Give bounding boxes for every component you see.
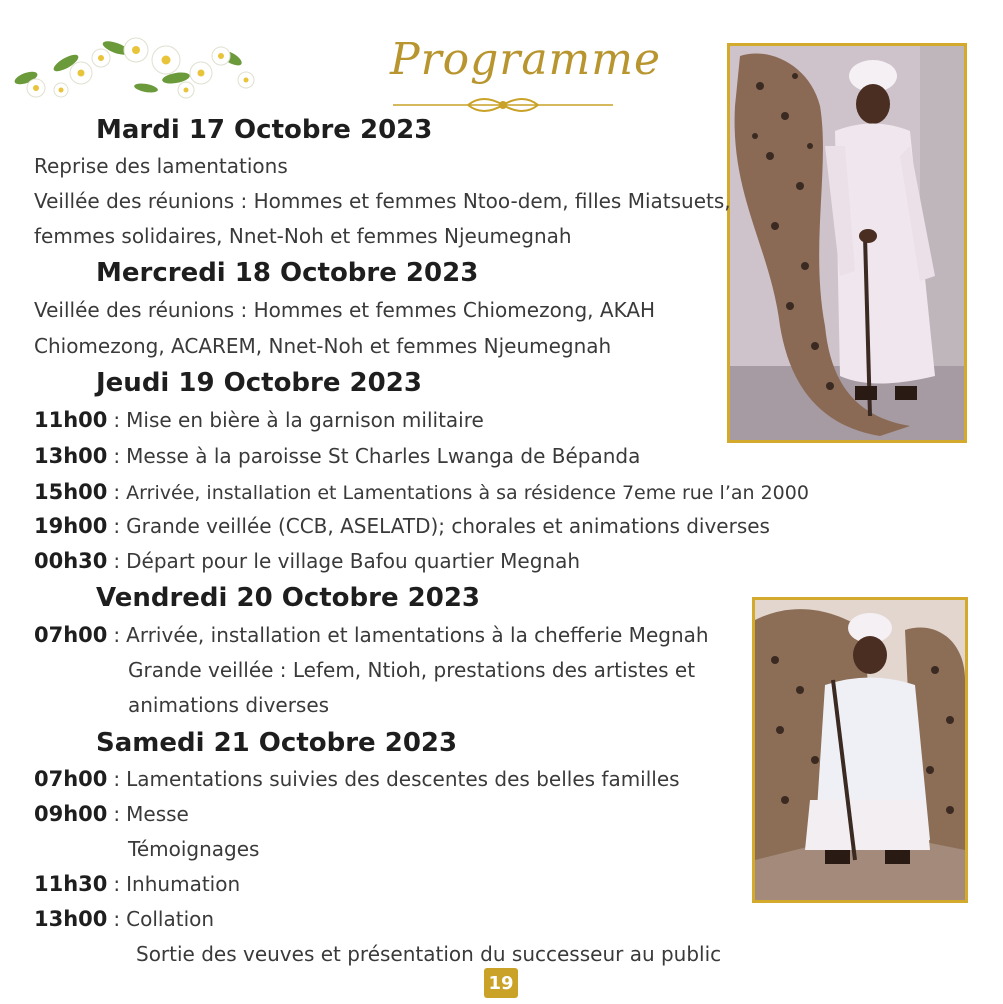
schedule-time: 11h30 xyxy=(34,872,108,896)
day-heading-mercredi: Mercredi 18 Octobre 2023 xyxy=(96,258,479,288)
schedule-time: 13h00 xyxy=(34,444,108,468)
schedule-text: Arrivée, installation et Lamentations à sa résidence 7eme rue l’an 2000 xyxy=(126,482,809,504)
schedule-time: 19h00 xyxy=(34,514,108,538)
schedule-text: Messe à la paroisse St Charles Lwanga de Bépanda xyxy=(126,444,641,468)
schedule-text: Lamentations suivies des descentes des belles familles xyxy=(126,767,680,791)
schedule-item xyxy=(34,514,770,538)
schedule-separator: : xyxy=(113,549,121,573)
program-line: femmes solidaires, Nnet-Noh et femmes Njeumegnah xyxy=(34,224,572,248)
schedule-time: 09h00 xyxy=(34,802,108,826)
schedule-text: Départ pour le village Bafou quartier Megnah xyxy=(126,549,581,573)
schedule-time: 07h00 xyxy=(34,767,108,791)
schedule-time: 15h00 xyxy=(34,480,108,504)
schedule-separator: : xyxy=(113,408,121,432)
schedule-time: 07h00 xyxy=(34,623,108,647)
page-title: Programme xyxy=(390,34,662,85)
program-line: Témoignages xyxy=(128,837,260,861)
title-block xyxy=(380,30,662,120)
schedule-item xyxy=(34,549,580,573)
day-heading-samedi: Samedi 21 Octobre 2023 xyxy=(96,728,458,758)
flower-decoration xyxy=(6,18,256,100)
program-line: Reprise des lamentations xyxy=(34,154,288,178)
page-number-badge: 19 xyxy=(484,968,518,998)
schedule-text: Arrivée, installation et lamentations à la chefferie Megnah xyxy=(126,623,709,647)
schedule-text: Collation xyxy=(126,907,215,931)
schedule-item xyxy=(34,623,709,647)
schedule-separator: : xyxy=(113,802,121,826)
portrait-photo-seated xyxy=(752,597,968,903)
schedule-separator: : xyxy=(113,907,121,931)
schedule-separator: : xyxy=(113,623,121,647)
schedule-separator: : xyxy=(113,872,121,896)
schedule-time: 13h00 xyxy=(34,907,108,931)
schedule-time: 11h00 xyxy=(34,408,108,432)
program-line: Veillée des réunions : Hommes et femmes Chiomezong, AKAH xyxy=(34,298,656,322)
day-heading-mardi: Mardi 17 Octobre 2023 xyxy=(96,115,433,145)
day-heading-jeudi: Jeudi 19 Octobre 2023 xyxy=(96,368,422,398)
schedule-text: Grande veillée (CCB, ASELATD); chorales et animations diverses xyxy=(126,514,770,538)
schedule-separator: : xyxy=(113,514,121,538)
program-line: Chiomezong, ACAREM, Nnet-Noh et femmes Njeumegnah xyxy=(34,334,612,358)
schedule-separator: : xyxy=(113,767,121,791)
schedule-text: Mise en bière à la garnison militaire xyxy=(126,408,484,432)
schedule-separator: : xyxy=(113,444,121,468)
schedule-item xyxy=(34,408,484,432)
portrait-photo-standing xyxy=(727,43,967,443)
schedule-text: Messe xyxy=(126,802,189,826)
schedule-item xyxy=(34,480,809,504)
schedule-item xyxy=(34,444,640,468)
program-line: Sortie des veuves et présentation du successeur au public xyxy=(136,942,722,966)
program-line: animations diverses xyxy=(128,693,330,717)
schedule-text: Inhumation xyxy=(126,872,241,896)
program-line: Veillée des réunions : Hommes et femmes Ntoo-dem, filles Miatsuets, xyxy=(34,189,731,213)
schedule-item xyxy=(34,767,680,791)
schedule-separator: : xyxy=(113,480,121,504)
program-line: Grande veillée : Lefem, Ntioh, prestations des artistes et xyxy=(128,658,696,682)
schedule-time: 00h30 xyxy=(34,549,108,573)
schedule-item xyxy=(34,872,240,896)
day-heading-vendredi: Vendredi 20 Octobre 2023 xyxy=(96,583,481,613)
schedule-item xyxy=(34,802,189,826)
schedule-item xyxy=(34,907,214,931)
